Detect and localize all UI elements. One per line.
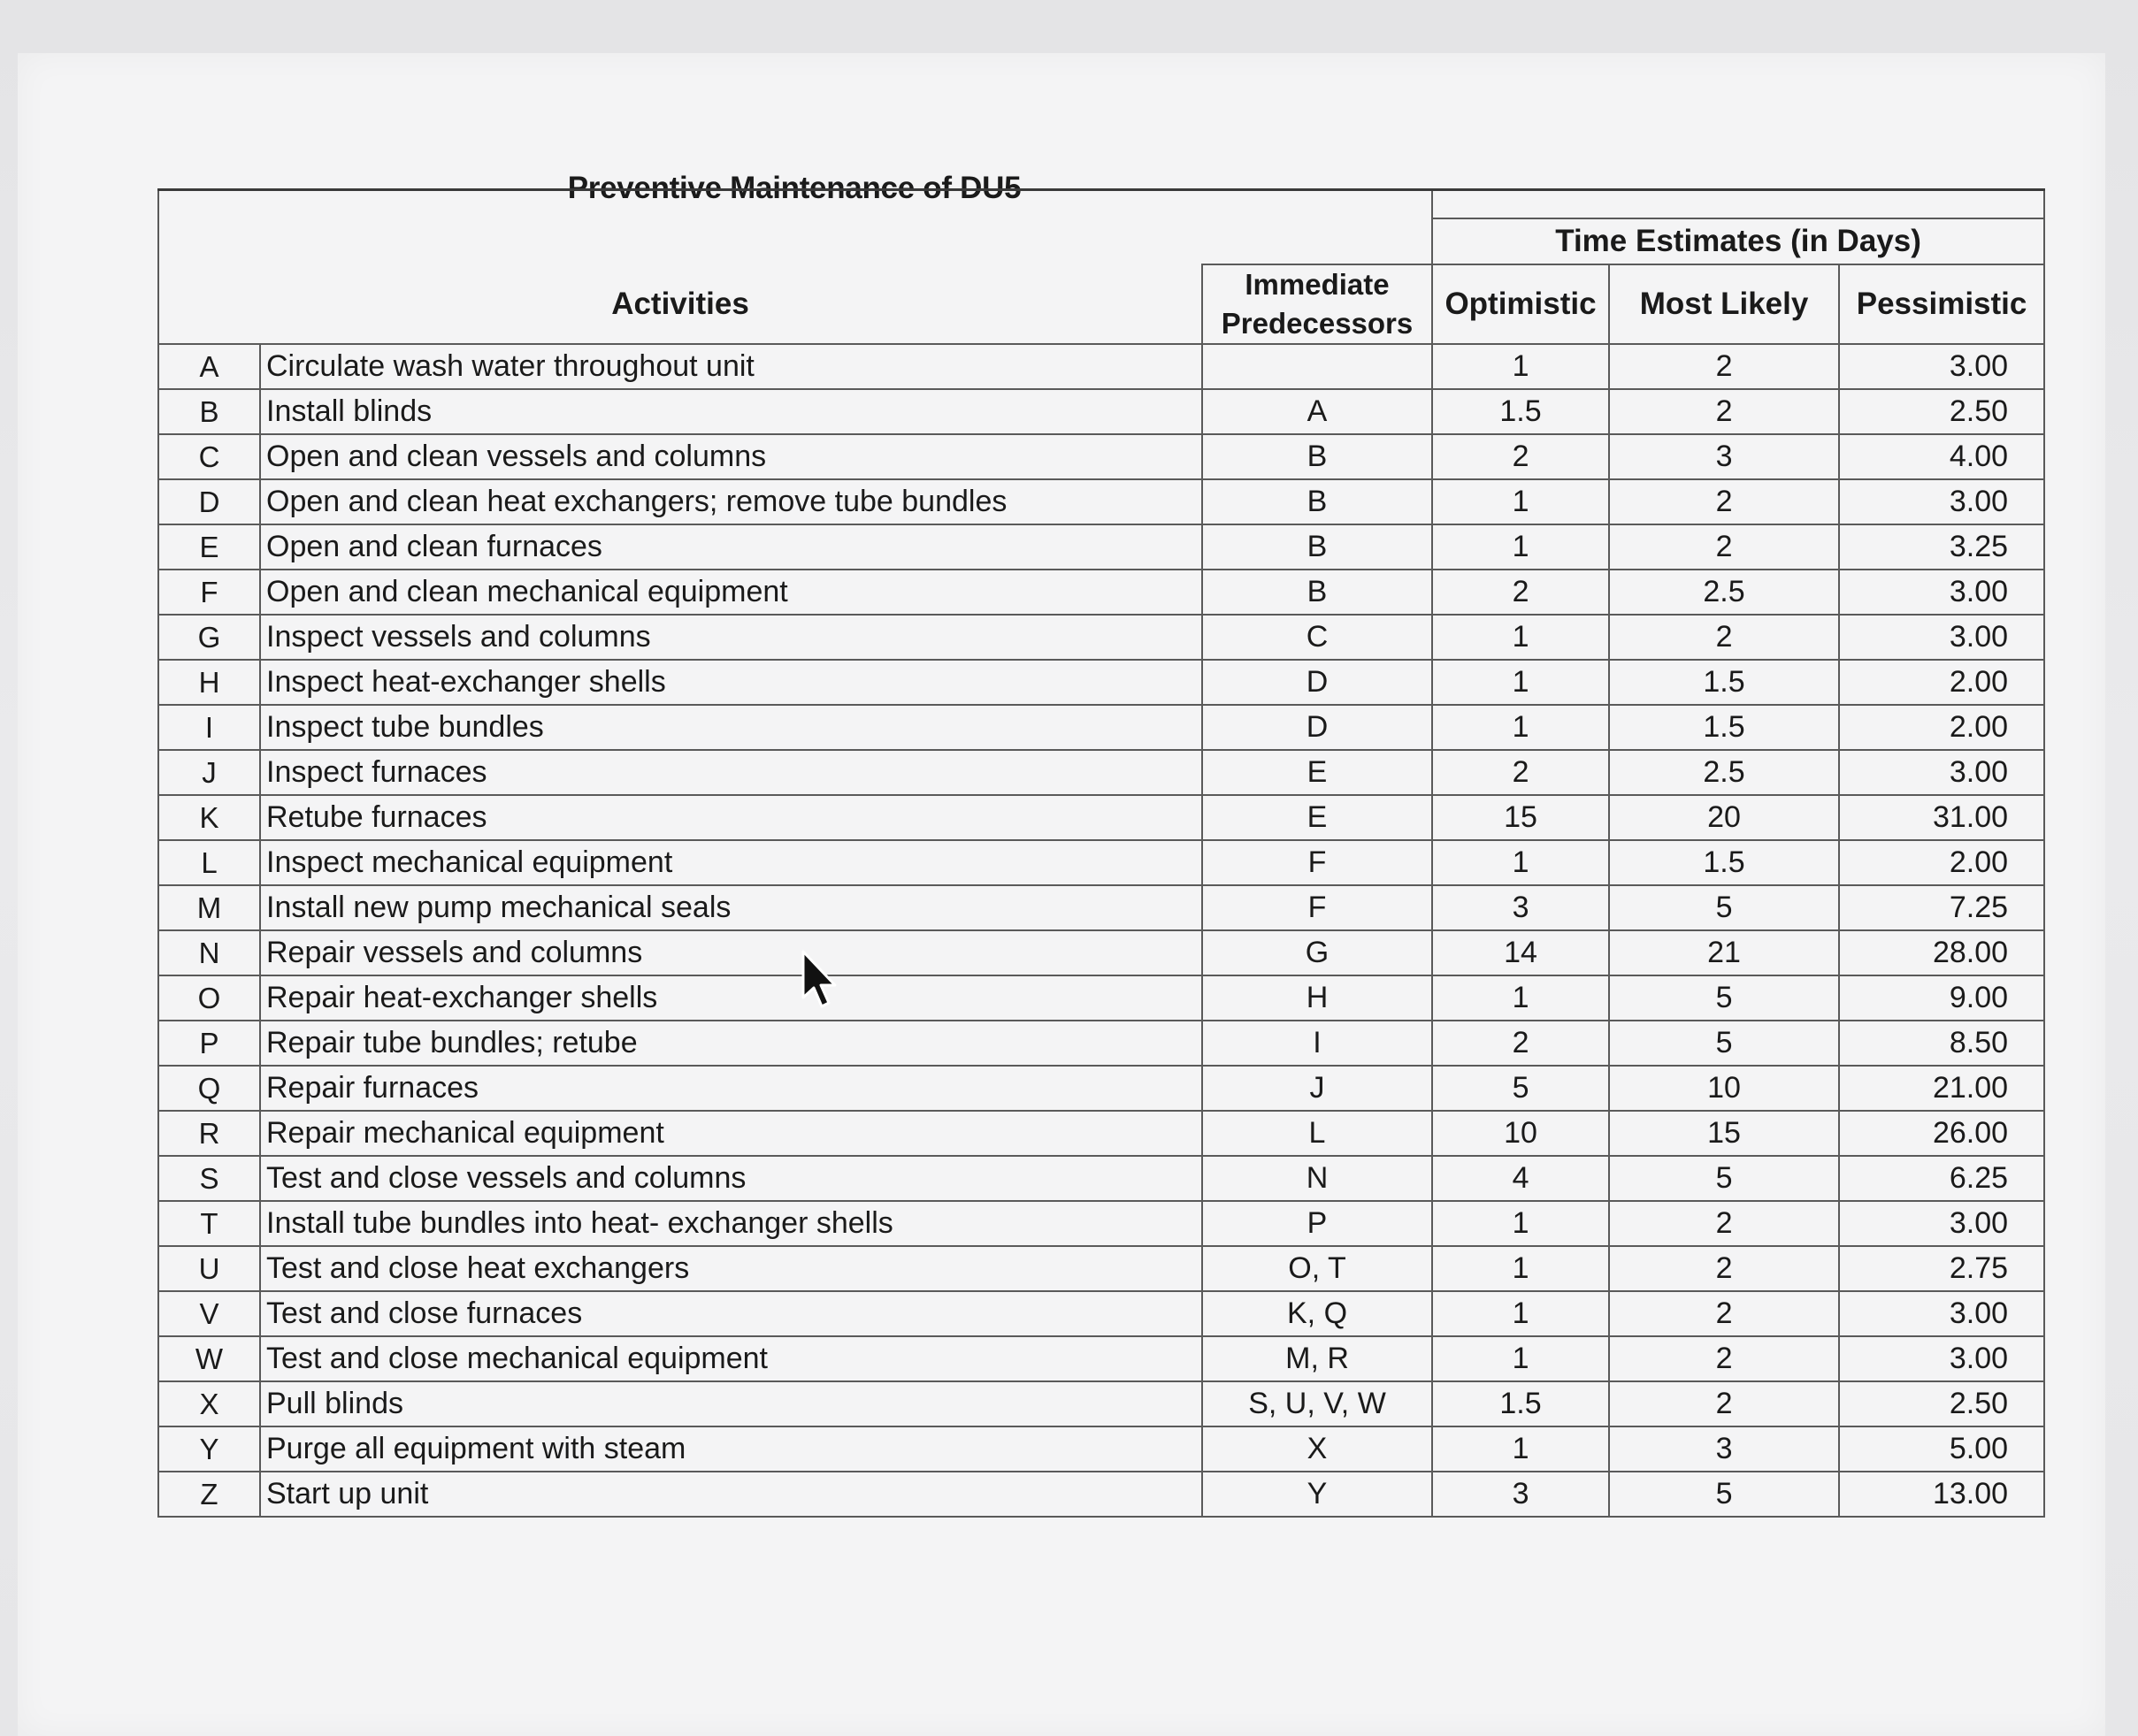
optimistic-cell: 14: [1432, 930, 1609, 975]
activity-name-cell: Pull blinds: [260, 1381, 1202, 1426]
pessimistic-cell: 2.75: [1839, 1246, 2044, 1291]
predecessors-cell: B: [1202, 479, 1432, 524]
activity-id-cell: G: [158, 615, 260, 660]
activity-id-cell: V: [158, 1291, 260, 1336]
predecessors-cell: E: [1202, 795, 1432, 840]
table-row: [158, 750, 2044, 795]
activity-id-cell: H: [158, 660, 260, 705]
predecessors-cell: G: [1202, 930, 1432, 975]
activity-name-cell: Open and clean vessels and columns: [260, 434, 1202, 479]
predecessors-cell: N: [1202, 1156, 1432, 1201]
table-row: [158, 344, 2044, 389]
table-row: [158, 524, 2044, 570]
pessimistic-cell: 21.00: [1839, 1066, 2044, 1111]
optimistic-cell: 1: [1432, 344, 1609, 389]
pessimistic-cell: 6.25: [1839, 1156, 2044, 1201]
predecessors-cell: P: [1202, 1201, 1432, 1246]
most-likely-cell: 5: [1609, 885, 1839, 930]
table-body: [158, 344, 2044, 1517]
most-likely-cell: 2: [1609, 615, 1839, 660]
activity-id-cell: T: [158, 1201, 260, 1246]
predecessors-cell: M, R: [1202, 1336, 1432, 1381]
most-likely-cell: 1.5: [1609, 660, 1839, 705]
predecessors-cell: I: [1202, 1021, 1432, 1066]
most-likely-cell: 15: [1609, 1111, 1839, 1156]
optimistic-cell: 4: [1432, 1156, 1609, 1201]
activity-name-cell: Install blinds: [260, 389, 1202, 434]
predecessors-header-line2: Predecessors: [1221, 307, 1414, 340]
optimistic-cell: 1: [1432, 975, 1609, 1021]
activity-name-cell: Repair vessels and columns: [260, 930, 1202, 975]
most-likely-cell: 2: [1609, 1201, 1839, 1246]
predecessors-header-line1: Immediate: [1245, 268, 1390, 301]
activity-name-cell: Install tube bundles into heat- exchanger shells: [260, 1201, 1202, 1246]
most-likely-cell: 2: [1609, 479, 1839, 524]
table-row: [158, 615, 2044, 660]
most-likely-header: Most Likely: [1609, 264, 1839, 344]
most-likely-cell: 5: [1609, 1156, 1839, 1201]
pessimistic-cell: 2.00: [1839, 705, 2044, 750]
table-row: [158, 660, 2044, 705]
most-likely-cell: 20: [1609, 795, 1839, 840]
activity-name-cell: Repair mechanical equipment: [260, 1111, 1202, 1156]
predecessors-cell: E: [1202, 750, 1432, 795]
most-likely-cell: 2: [1609, 1381, 1839, 1426]
optimistic-cell: 1: [1432, 660, 1609, 705]
predecessors-cell: D: [1202, 705, 1432, 750]
pessimistic-cell: 13.00: [1839, 1472, 2044, 1517]
activity-name-cell: Inspect mechanical equipment: [260, 840, 1202, 885]
pessimistic-cell: 26.00: [1839, 1111, 2044, 1156]
most-likely-cell: 10: [1609, 1066, 1839, 1111]
header-row: [158, 264, 2044, 344]
optimistic-cell: 1: [1432, 479, 1609, 524]
table-row: [158, 1291, 2044, 1336]
table-row: [158, 705, 2044, 750]
optimistic-cell: 1: [1432, 1336, 1609, 1381]
most-likely-cell: 2: [1609, 344, 1839, 389]
activity-name-cell: Retube furnaces: [260, 795, 1202, 840]
activity-id-cell: K: [158, 795, 260, 840]
table-row: [158, 1472, 2044, 1517]
pessimistic-cell: 3.00: [1839, 1336, 2044, 1381]
optimistic-cell: 2: [1432, 570, 1609, 615]
activity-id-cell: W: [158, 1336, 260, 1381]
pessimistic-cell: 3.00: [1839, 479, 2044, 524]
activity-name-cell: Test and close heat exchangers: [260, 1246, 1202, 1291]
predecessors-cell: B: [1202, 434, 1432, 479]
activity-name-cell: Inspect tube bundles: [260, 705, 1202, 750]
pessimistic-cell: 8.50: [1839, 1021, 2044, 1066]
table-row: [158, 840, 2044, 885]
table-row: [158, 1246, 2044, 1291]
pessimistic-header: Pessimistic: [1839, 264, 2044, 344]
optimistic-cell: 1.5: [1432, 389, 1609, 434]
predecessors-cell: F: [1202, 840, 1432, 885]
pessimistic-cell: 28.00: [1839, 930, 2044, 975]
pessimistic-cell: 4.00: [1839, 434, 2044, 479]
activity-name-cell: Start up unit: [260, 1472, 1202, 1517]
most-likely-cell: 2: [1609, 1291, 1839, 1336]
activity-id-cell: E: [158, 524, 260, 570]
activity-name-cell: Repair tube bundles; retube: [260, 1021, 1202, 1066]
pessimistic-cell: 2.50: [1839, 1381, 2044, 1426]
most-likely-cell: 2.5: [1609, 570, 1839, 615]
activity-name-cell: Purge all equipment with steam: [260, 1426, 1202, 1472]
table-row: [158, 930, 2044, 975]
predecessors-cell: X: [1202, 1426, 1432, 1472]
pessimistic-cell: 2.50: [1839, 389, 2044, 434]
optimistic-header: Optimistic: [1432, 264, 1609, 344]
pessimistic-cell: 7.25: [1839, 885, 2044, 930]
activity-id-cell: Q: [158, 1066, 260, 1111]
most-likely-cell: 5: [1609, 1472, 1839, 1517]
predecessors-cell: A: [1202, 389, 1432, 434]
activity-name-cell: Test and close furnaces: [260, 1291, 1202, 1336]
optimistic-cell: 3: [1432, 885, 1609, 930]
predecessors-cell: Y: [1202, 1472, 1432, 1517]
optimistic-cell: 1: [1432, 1201, 1609, 1246]
activity-id-cell: L: [158, 840, 260, 885]
optimistic-cell: 10: [1432, 1111, 1609, 1156]
optimistic-cell: 1: [1432, 1246, 1609, 1291]
pessimistic-cell: 3.00: [1839, 750, 2044, 795]
table-row: [158, 975, 2044, 1021]
optimistic-cell: 2: [1432, 750, 1609, 795]
table-row: [158, 1021, 2044, 1066]
spacer-row: [158, 190, 2044, 219]
predecessors-cell: B: [1202, 524, 1432, 570]
activity-id-cell: B: [158, 389, 260, 434]
most-likely-cell: 2: [1609, 1246, 1839, 1291]
pessimistic-cell: 2.00: [1839, 660, 2044, 705]
pessimistic-cell: 5.00: [1839, 1426, 2044, 1472]
most-likely-cell: 21: [1609, 930, 1839, 975]
table-row: [158, 434, 2044, 479]
optimistic-cell: 3: [1432, 1472, 1609, 1517]
table-row: [158, 1381, 2044, 1426]
activity-id-cell: C: [158, 434, 260, 479]
pessimistic-cell: 3.00: [1839, 1291, 2044, 1336]
predecessors-cell: L: [1202, 1111, 1432, 1156]
table-row: [158, 1201, 2044, 1246]
activity-id-cell: M: [158, 885, 260, 930]
pessimistic-cell: 3.00: [1839, 570, 2044, 615]
pessimistic-cell: 3.00: [1839, 1201, 2044, 1246]
predecessors-cell: O, T: [1202, 1246, 1432, 1291]
predecessors-cell: S, U, V, W: [1202, 1381, 1432, 1426]
activity-name-cell: Open and clean mechanical equipment: [260, 570, 1202, 615]
predecessors-cell: H: [1202, 975, 1432, 1021]
activity-id-cell: Y: [158, 1426, 260, 1472]
pessimistic-cell: 2.00: [1839, 840, 2044, 885]
table-row: [158, 1336, 2044, 1381]
activity-name-cell: Inspect heat-exchanger shells: [260, 660, 1202, 705]
optimistic-cell: 1: [1432, 1426, 1609, 1472]
activity-name-cell: Open and clean furnaces: [260, 524, 1202, 570]
activity-id-cell: I: [158, 705, 260, 750]
activity-id-cell: D: [158, 479, 260, 524]
table-row: [158, 795, 2044, 840]
maintenance-table: [157, 188, 2045, 1518]
activity-name-cell: Install new pump mechanical seals: [260, 885, 1202, 930]
predecessors-cell: D: [1202, 660, 1432, 705]
table-title: Preventive Maintenance of DU5: [567, 171, 1022, 205]
table-row: [158, 389, 2044, 434]
pessimistic-cell: 9.00: [1839, 975, 2044, 1021]
pessimistic-cell: 31.00: [1839, 795, 2044, 840]
most-likely-cell: 2: [1609, 1336, 1839, 1381]
optimistic-cell: 1: [1432, 705, 1609, 750]
optimistic-cell: 1: [1432, 524, 1609, 570]
table-row: [158, 885, 2044, 930]
predecessors-header: [1202, 264, 1432, 344]
activity-name-cell: Open and clean heat exchangers; remove tube bundles: [260, 479, 1202, 524]
activity-name-cell: Repair heat-exchanger shells: [260, 975, 1202, 1021]
table-row: [158, 1111, 2044, 1156]
pessimistic-cell: 3.25: [1839, 524, 2044, 570]
activity-id-cell: N: [158, 930, 260, 975]
table-row: [158, 570, 2044, 615]
pessimistic-cell: 3.00: [1839, 615, 2044, 660]
optimistic-cell: 1: [1432, 615, 1609, 660]
predecessors-cell: F: [1202, 885, 1432, 930]
optimistic-cell: 1: [1432, 840, 1609, 885]
activity-id-cell: R: [158, 1111, 260, 1156]
optimistic-cell: 2: [1432, 434, 1609, 479]
optimistic-cell: 1: [1432, 1291, 1609, 1336]
most-likely-cell: 2: [1609, 524, 1839, 570]
activity-id-cell: O: [158, 975, 260, 1021]
activity-name-cell: Test and close mechanical equipment: [260, 1336, 1202, 1381]
most-likely-cell: 3: [1609, 1426, 1839, 1472]
table-row: [158, 479, 2044, 524]
predecessors-cell: J: [1202, 1066, 1432, 1111]
predecessors-cell: K, Q: [1202, 1291, 1432, 1336]
table-row: [158, 1156, 2044, 1201]
predecessors-cell: B: [1202, 570, 1432, 615]
most-likely-cell: 5: [1609, 975, 1839, 1021]
most-likely-cell: 1.5: [1609, 840, 1839, 885]
header-group-row: [158, 218, 2044, 264]
table-row: [158, 1426, 2044, 1472]
most-likely-cell: 3: [1609, 434, 1839, 479]
activity-name-cell: Repair furnaces: [260, 1066, 1202, 1111]
table-row: [158, 1066, 2044, 1111]
activity-id-cell: Z: [158, 1472, 260, 1517]
monitor-screen: [18, 53, 2105, 1736]
activity-name-cell: Test and close vessels and columns: [260, 1156, 1202, 1201]
optimistic-cell: 15: [1432, 795, 1609, 840]
most-likely-cell: 2.5: [1609, 750, 1839, 795]
predecessors-cell: C: [1202, 615, 1432, 660]
optimistic-cell: 2: [1432, 1021, 1609, 1066]
most-likely-cell: 1.5: [1609, 705, 1839, 750]
time-estimates-header: Time Estimates (in Days): [1432, 218, 2044, 264]
optimistic-cell: 1.5: [1432, 1381, 1609, 1426]
activity-name-cell: Inspect furnaces: [260, 750, 1202, 795]
optimistic-cell: 5: [1432, 1066, 1609, 1111]
activity-id-cell: J: [158, 750, 260, 795]
activity-id-cell: P: [158, 1021, 260, 1066]
activity-id-cell: S: [158, 1156, 260, 1201]
predecessors-cell: [1202, 344, 1432, 389]
pessimistic-cell: 3.00: [1839, 344, 2044, 389]
activities-header: Activities: [158, 264, 1202, 344]
mouse-pointer-icon: [798, 948, 851, 1019]
activity-id-cell: F: [158, 570, 260, 615]
activity-id-cell: A: [158, 344, 260, 389]
activity-name-cell: Circulate wash water throughout unit: [260, 344, 1202, 389]
activity-id-cell: X: [158, 1381, 260, 1426]
activity-name-cell: Inspect vessels and columns: [260, 615, 1202, 660]
activity-id-cell: U: [158, 1246, 260, 1291]
most-likely-cell: 5: [1609, 1021, 1839, 1066]
most-likely-cell: 2: [1609, 389, 1839, 434]
